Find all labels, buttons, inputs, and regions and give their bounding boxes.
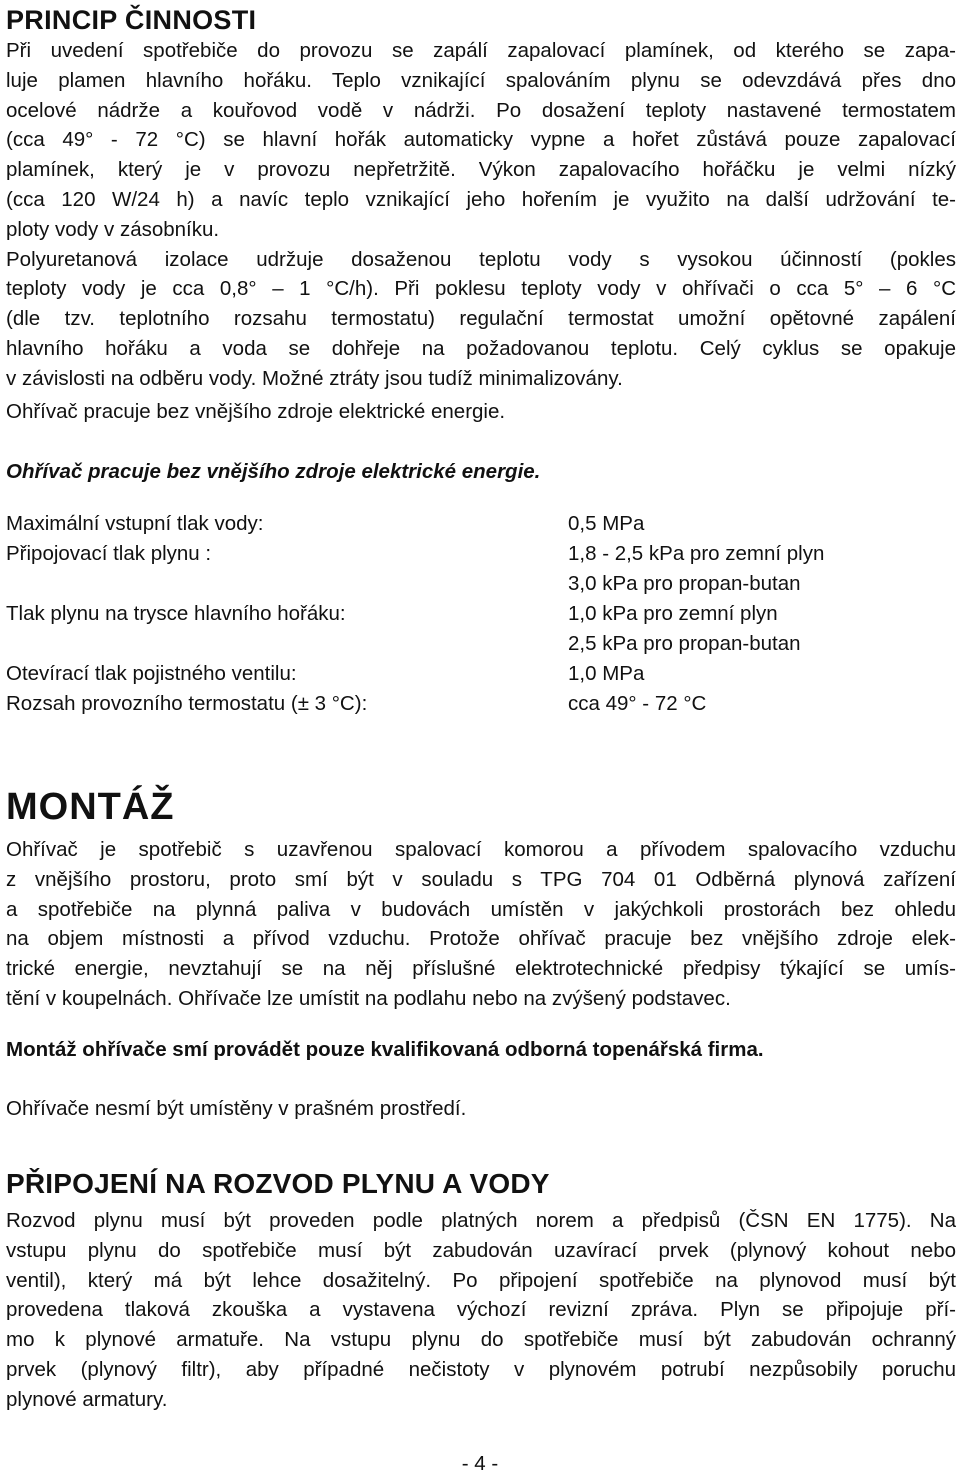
text-line: z vnějšího prostoru, proto smí být v souladu s TPG 704 01 Odběrná plynová zařízení xyxy=(6,867,956,891)
text-line: Polyuretanová izolace udržuje dosaženou teplotu vody s vysokou účinností (pokles xyxy=(6,247,956,271)
spec-value: 1,0 MPa xyxy=(568,662,645,685)
spec-value: 3,0 kPa pro propan-butan xyxy=(568,572,801,595)
spec-row xyxy=(6,569,956,599)
section-heading-montaz: MONTÁŽ xyxy=(6,786,175,828)
spec-row xyxy=(6,539,956,569)
spec-label: Maximální vstupní tlak vody: xyxy=(6,512,264,535)
text-line: v závislosti na odběru vody. Možné ztráty jsou tudíž minimalizovány. xyxy=(6,366,623,390)
spec-row xyxy=(6,599,956,629)
connection-paragraph xyxy=(6,1206,956,1415)
montaz-paragraph xyxy=(6,835,956,1014)
dust-note: Ohřívače nesmí být umístěny v prašném prostředí. xyxy=(6,1097,467,1120)
text-line: vstupu plynu do spotřebiče musí být zabudován uzavírací prvek (plynový kohout nebo xyxy=(6,1238,956,1262)
text-line: trické energie, nevztahují se na něj příslušné elektrotechnické předpisy týkající se umís- xyxy=(6,957,956,981)
page-number: - 4 - xyxy=(461,1452,499,1475)
spec-label: Připojovací tlak plynu : xyxy=(6,542,212,565)
energy-emphasis: Ohřívač pracuje bez vnějšího zdroje elektrické energie. xyxy=(6,460,541,483)
text-line: ventil), který má být lehce dosažitelný. Po připojení spotřebiče na plynovod musí být xyxy=(6,1268,956,1292)
text-line: ploty vody v zásobníku. xyxy=(6,217,220,241)
spec-label: Tlak plynu na trysce hlavního hořáku: xyxy=(6,602,346,625)
text-line: provedena tlaková zkouška a vystavena výchozí revizní zpráva. Plyn se připojuje pří- xyxy=(6,1298,956,1322)
text-line: hlavního hořáku a voda se dohřeje na požadovanou teplotu. Celý cyklus se opakuje xyxy=(6,336,956,360)
spec-value: 1,8 - 2,5 kPa pro zemní plyn xyxy=(568,542,825,565)
text-line: plamínek, který je v provozu nepřetržitě. Výkon zapalovacího hořáčku je velmi nízký xyxy=(6,158,956,182)
installation-notice: Montáž ohřívače smí provádět pouze kvalifikovaná odborná topenářská firma. xyxy=(6,1038,764,1061)
text-line: Při uvedení spotřebiče do provozu se zapálí zapalovací plamínek, od kterého se zapa- xyxy=(6,39,956,62)
text-line: a spotřebiče na plynná paliva v budovách umístěn v jakýchkoli prostorách bez ohledu xyxy=(6,897,956,921)
spec-label: Otevírací tlak pojistného ventilu: xyxy=(6,662,297,685)
spec-row xyxy=(6,629,956,659)
text-line: Rozvod plynu musí být proveden podle platných norem a předpisů (ČSN EN 1775). Na xyxy=(6,1209,956,1232)
principle-paragraph-energy: Ohřívač pracuje bez vnějšího zdroje elektrické energie. xyxy=(6,400,506,423)
specifications-table xyxy=(6,509,956,719)
section-heading-pripojeni: PŘIPOJENÍ NA ROZVOD PLYNU A VODY xyxy=(6,1168,550,1199)
text-line: Ohřívač je spotřebič s uzavřenou spalovací komorou a přívodem spalovacího vzduchu xyxy=(6,838,956,861)
spec-value: 1,0 kPa pro zemní plyn xyxy=(568,602,778,625)
text-line: (cca 49° - 72 °C) se hlavní hořák automaticky vypne a hořet zůstává pouze zapalovací xyxy=(6,128,956,152)
text-line: (dle tzv. teplotního rozsahu termostatu) regulační termostat umožní opětovné zapálení xyxy=(6,307,956,331)
text-line: (cca 120 W/24 h) a navíc teplo vznikající jeho hořením je využito na další udržování te- xyxy=(6,187,956,211)
spec-row xyxy=(6,659,956,689)
principle-paragraph xyxy=(6,36,956,394)
text-line: mo k plynové armatuře. Na vstupu plynu do spotřebiče musí být zabudován ochranný xyxy=(6,1328,956,1352)
text-line: prvek (plynový filtr), aby případné nečistoty v plynovém potrubí nezpůsobily poruchu xyxy=(6,1357,956,1381)
text-line: na objem místnosti a přívod vzduchu. Protože ohřívač pracuje bez vnějšího zdroje elek- xyxy=(6,927,956,951)
spec-label: Rozsah provozního termostatu (± 3 °C): xyxy=(6,692,368,715)
text-line: teploty vody je cca 0,8° – 1 °C/h). Při poklesu teploty vody v ohřívači o cca 5° – 6 °C xyxy=(6,277,956,301)
text-line: ocelové nádrže a kouřovod vodě v nádrži. Po dosažení teploty nastavené termostatem xyxy=(6,98,956,122)
spec-value: 2,5 kPa pro propan-butan xyxy=(568,632,801,655)
text-line: luje plamen hlavního hořáku. Teplo vznikající spalováním plynu se odevzdává přes dno xyxy=(6,68,956,92)
spec-row xyxy=(6,689,956,719)
text-line: plynové armatury. xyxy=(6,1387,168,1411)
text-line: tění v koupelnách. Ohřívače lze umístit na podlahu nebo na zvýšený podstavec. xyxy=(6,986,731,1010)
section-heading-princip: PRINCIP ČINNOSTI xyxy=(6,5,257,35)
spec-value: 0,5 MPa xyxy=(568,512,645,535)
spec-value: cca 49° - 72 °C xyxy=(568,692,707,715)
spec-row xyxy=(6,509,956,539)
